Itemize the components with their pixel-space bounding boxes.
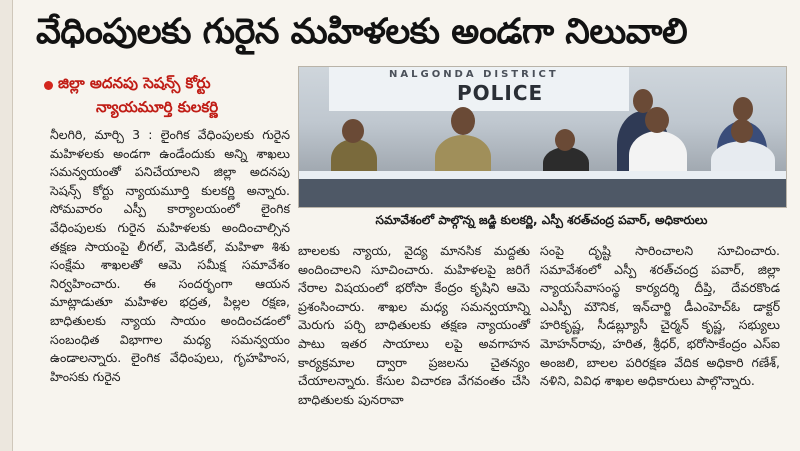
adjacent-page-edge — [0, 0, 13, 451]
conference-table-top — [299, 171, 786, 179]
subhead-line-2: న్యాయమూర్తి కులకర్ణి — [96, 98, 219, 116]
article-column-2: బాలలకు న్యాయ, వైద్య మానసిక మద్దతు అందించాలని సూచించారు. మహిళలపై జరిగే నేరాల విషయంలో భరోసా కేంద్రం కృషిని ఆమె ప్రశంసించారు. శాఖల మధ్య సమన్వయాన్ని మెరుగు పర్చి బాధితులకు తక్షణ న్యాయంతో పాటు ఇతర సాయాలు లపై అవగాహన కార్యక్రమాల ద్వారా ప్రజలను చైతన్యం చేయాలన్నారు. కేసుల విచారణ వేగవంతం చేసి బాధితులకు పునరావా — [298, 243, 530, 407]
bullet-dot-icon — [44, 81, 53, 90]
banner-top-text: NALGONDA DISTRICT — [389, 69, 559, 80]
person-head — [555, 129, 575, 151]
article-column-1: నీలగిరి, మార్చి 3 : లైంగిక వేధింపులకు గురైన మహిళలకు అండగా ఉండేందుకు అన్ని శాఖలు సమన్వయంతో పనిచేయాలని జిల్లా అదనపు సెషన్స్ కోర్టు న్యాయమూర్తి కులకర్ణి అన్నారు. సోమవారం ఎస్పీ కార్యాలయంలో లైంగిక వేధింపులకు గురైన మహిళలకు అందించాల్సిన తక్షణ సాయంపై లీగల్, మెడికల్, మహిళా శిశు సంక్షేమ శాఖలతో ఆమె సమీక్ష సమావేశం నిర్వహించారు. ఈ సందర్భంగా ఆయన మాట్లాడుతూ మహిళల భద్రత, పిల్లల రక్షణ, బాధితులకు న్యాయ సాయం అందించడంలో సంబంధిత విభాగాల మధ్య సమన్వయం ఉండాలన్నారు. లైంగిక వేధింపులు, గృహహింస, హింసకు గురైన — [50, 127, 290, 384]
person-head — [733, 97, 753, 121]
photo-caption: సమావేశంలో పాల్గొన్న జడ్జి కులకర్ణి, ఎస్పీ శరత్‌చంద్ర పవార్, అధికారులు — [375, 213, 708, 227]
meeting-photo — [298, 66, 787, 208]
person-head — [451, 107, 475, 135]
headline: వేధింపులకు గురైన మహిళలకు అండగా నిలువాలి — [36, 12, 688, 52]
subhead-line-1: జిల్లా అదనపు సెషన్స్ కోర్టు — [58, 74, 211, 92]
person-head — [342, 119, 364, 143]
backdrop-banner — [329, 67, 629, 111]
person-head — [731, 119, 753, 143]
article-column-3: సంపై దృష్టి సారించాలని సూచించారు. సమావేశంలో ఎస్పీ శరత్‌చంద్ర పవార్, జిల్లా న్యాయసేవాసంస్థ కార్యదర్శి దీప్తి, దేవరకొండ ఎఎస్పీ మౌనిక, ఇన్‌చార్జి డీఎంహెచ్‌ఓ డాక్టర్ హరికృష్ణ, సీడబ్ల్యూసీ చైర్మన్ కృష్ణ, సభ్యులు మోహన్‌రావు, హరిత, శ్రీధర్, భరోసాకేంద్రం ఎస్ఐ అంజలి, బాలల పరిరక్షణ వేదిక అధికారి గణేశ్, నళిని, వివిధ శాఖల అధికారులు పాల్గొన్నారు. — [540, 243, 780, 389]
conference-table-front — [299, 179, 786, 207]
person-head — [645, 107, 669, 133]
banner-text: POLICE — [457, 81, 544, 105]
